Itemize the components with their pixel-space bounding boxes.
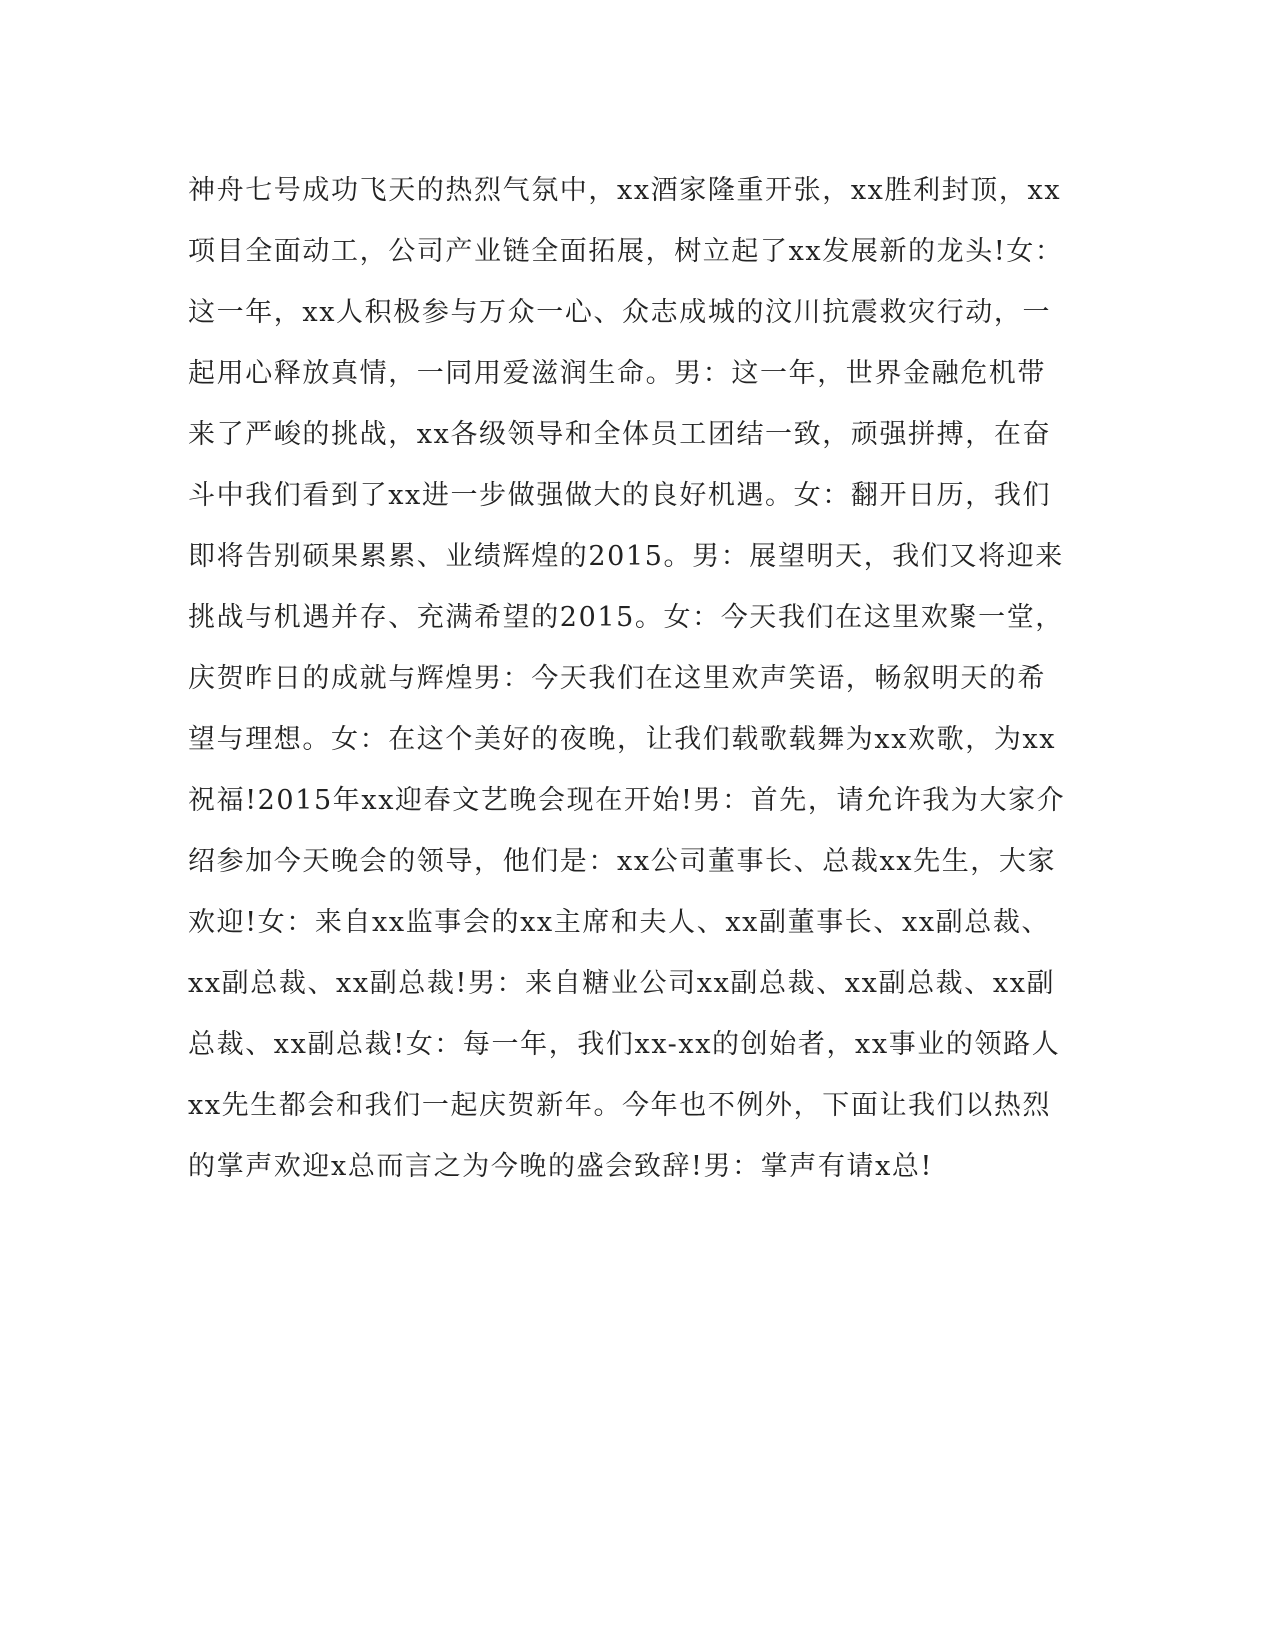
text-line: 绍参加今天晚会的领导，他们是：xx公司董事长、总裁xx先生，大家 xyxy=(188,846,1057,877)
text-line: 的掌声欢迎x总而言之为今晚的盛会致辞!男：掌声有请x总! xyxy=(188,1151,933,1182)
text-line: 神舟七号成功飞天的热烈气氛中，xx酒家隆重开张，xx胜利封顶，xx xyxy=(188,175,1062,206)
body-text xyxy=(188,160,1088,1197)
text-line: 项目全面动工，公司产业链全面拓展，树立起了xx发展新的龙头!女： xyxy=(188,236,1064,267)
text-line: 这一年，xx人积极参与万众一心、众志成城的汶川抗震救灾行动，一 xyxy=(188,297,1052,328)
text-line: 祝福!2015年xx迎春文艺晚会现在开始!男：首先，请允许我为大家介 xyxy=(188,785,1066,816)
text-line: 斗中我们看到了xx进一步做强做大的良好机遇。女：翻开日历，我们 xyxy=(188,480,1052,511)
text-line: 望与理想。女：在这个美好的夜晚，让我们载歌载舞为xx欢歌，为xx xyxy=(188,724,1057,755)
text-line: xx副总裁、xx副总裁!男：来自糖业公司xx副总裁、xx副总裁、xx副 xyxy=(188,968,1056,999)
text-line: 庆贺昨日的成就与辉煌男：今天我们在这里欢声笑语，畅叙明天的希 xyxy=(188,663,1046,694)
text-line: 挑战与机遇并存、充满希望的2015。女：今天我们在这里欢聚一堂， xyxy=(188,602,1064,633)
text-line: xx先生都会和我们一起庆贺新年。今年也不例外，下面让我们以热烈 xyxy=(188,1090,1052,1121)
text-line: 即将告别硕果累累、业绩辉煌的2015。男：展望明天，我们又将迎来 xyxy=(188,541,1064,572)
text-line: 欢迎!女：来自xx监事会的xx主席和夫人、xx副董事长、xx副总裁、 xyxy=(188,907,1051,938)
text-line: 起用心释放真情，一同用爱滋润生命。男：这一年，世界金融危机带 xyxy=(188,358,1046,389)
text-line: 来了严峻的挑战，xx各级领导和全体员工团结一致，顽强拼搏，在奋 xyxy=(188,419,1052,450)
text-line: 总裁、xx副总裁!女：每一年，我们xx-xx的创始者，xx事业的领路人 xyxy=(188,1029,1061,1060)
